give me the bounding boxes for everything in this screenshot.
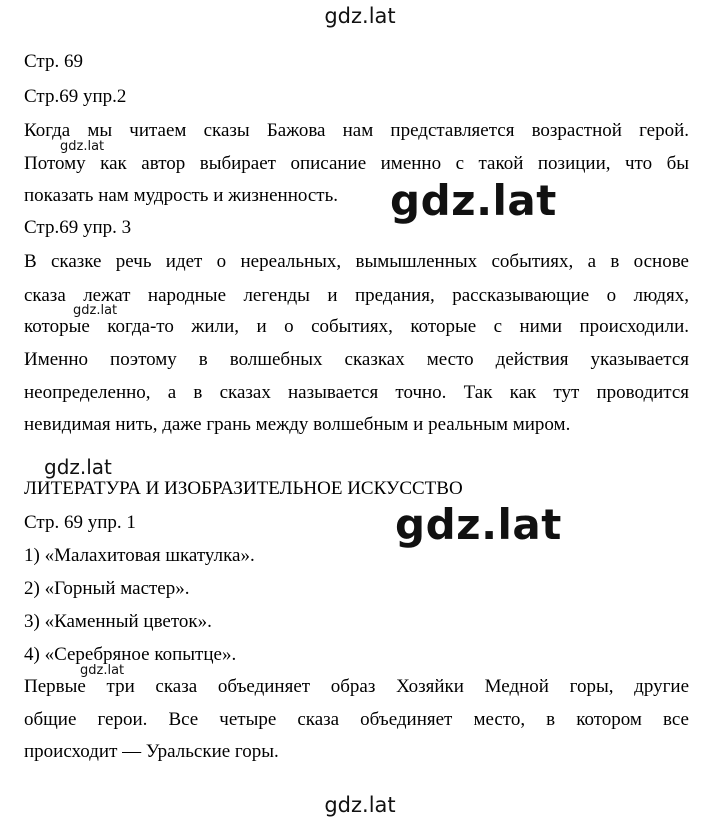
watermark-bottom: gdz.lat [324,793,396,817]
exercise-3-line-4: Именно поэтому в волшебных сказках место действия указывается [24,349,689,370]
exercise-3-line-1: В сказке речь идет о нереальных, вымышленных событиях, а в основе [24,251,689,272]
page-reference: Стр. 69 [24,51,83,72]
list-item: 1) «Малахитовая шкатулка». [24,545,255,566]
exercise-2-line-1: Когда мы читаем сказы Бажова нам представляется возрастной герой. [24,120,689,141]
exercise-2-heading: Стр.69 упр.2 [24,86,127,107]
list-item: 4) «Серебряное копытце». [24,644,237,665]
watermark-small-2: gdz.lat [73,303,118,318]
answer-line-3: происходит — Уральские горы. [24,741,279,762]
exercise-1-heading: Стр. 69 упр. 1 [24,512,136,533]
watermark-small-3: gdz.lat [80,663,125,678]
section-title: ЛИТЕРАТУРА И ИЗОБРАЗИТЕЛЬНОЕ ИСКУССТВО [24,478,463,499]
answer-line-2: общие герои. Все четыре сказа объединяет место, в котором все [24,709,689,730]
watermark-medium-1: gdz.lat [44,455,112,479]
exercise-2-line-3: показать нам мудрость и жизненность. [24,185,338,206]
exercise-2-line-2: Потому как автор выбирает описание именно с такой позиции, что бы [24,153,689,174]
answer-line-1: Первые три сказа объединяет образ Хозяйки Медной горы, другие [24,676,689,697]
exercise-3-line-6: невидимая нить, даже грань между волшебным и реальным миром. [24,414,571,435]
exercise-3-heading: Стр.69 упр. 3 [24,217,132,238]
watermark-large-2: gdz.lat [395,500,562,549]
exercise-3-line-5: неопределенно, а в сказах называется точно. Так как тут проводится [24,382,689,403]
exercise-3-line-2: сказа лежат народные легенды и предания, рассказывающие о людях, [24,285,689,306]
watermark-top: gdz.lat [324,4,396,28]
exercise-3-line-3: которые когда-то жили, и о событиях, которые с ними происходили. [24,316,689,337]
list-item: 2) «Горный мастер». [24,578,190,599]
watermark-small-1: gdz.lat [60,139,105,154]
watermark-large-1: gdz.lat [390,176,557,225]
list-item: 3) «Каменный цветок». [24,611,212,632]
